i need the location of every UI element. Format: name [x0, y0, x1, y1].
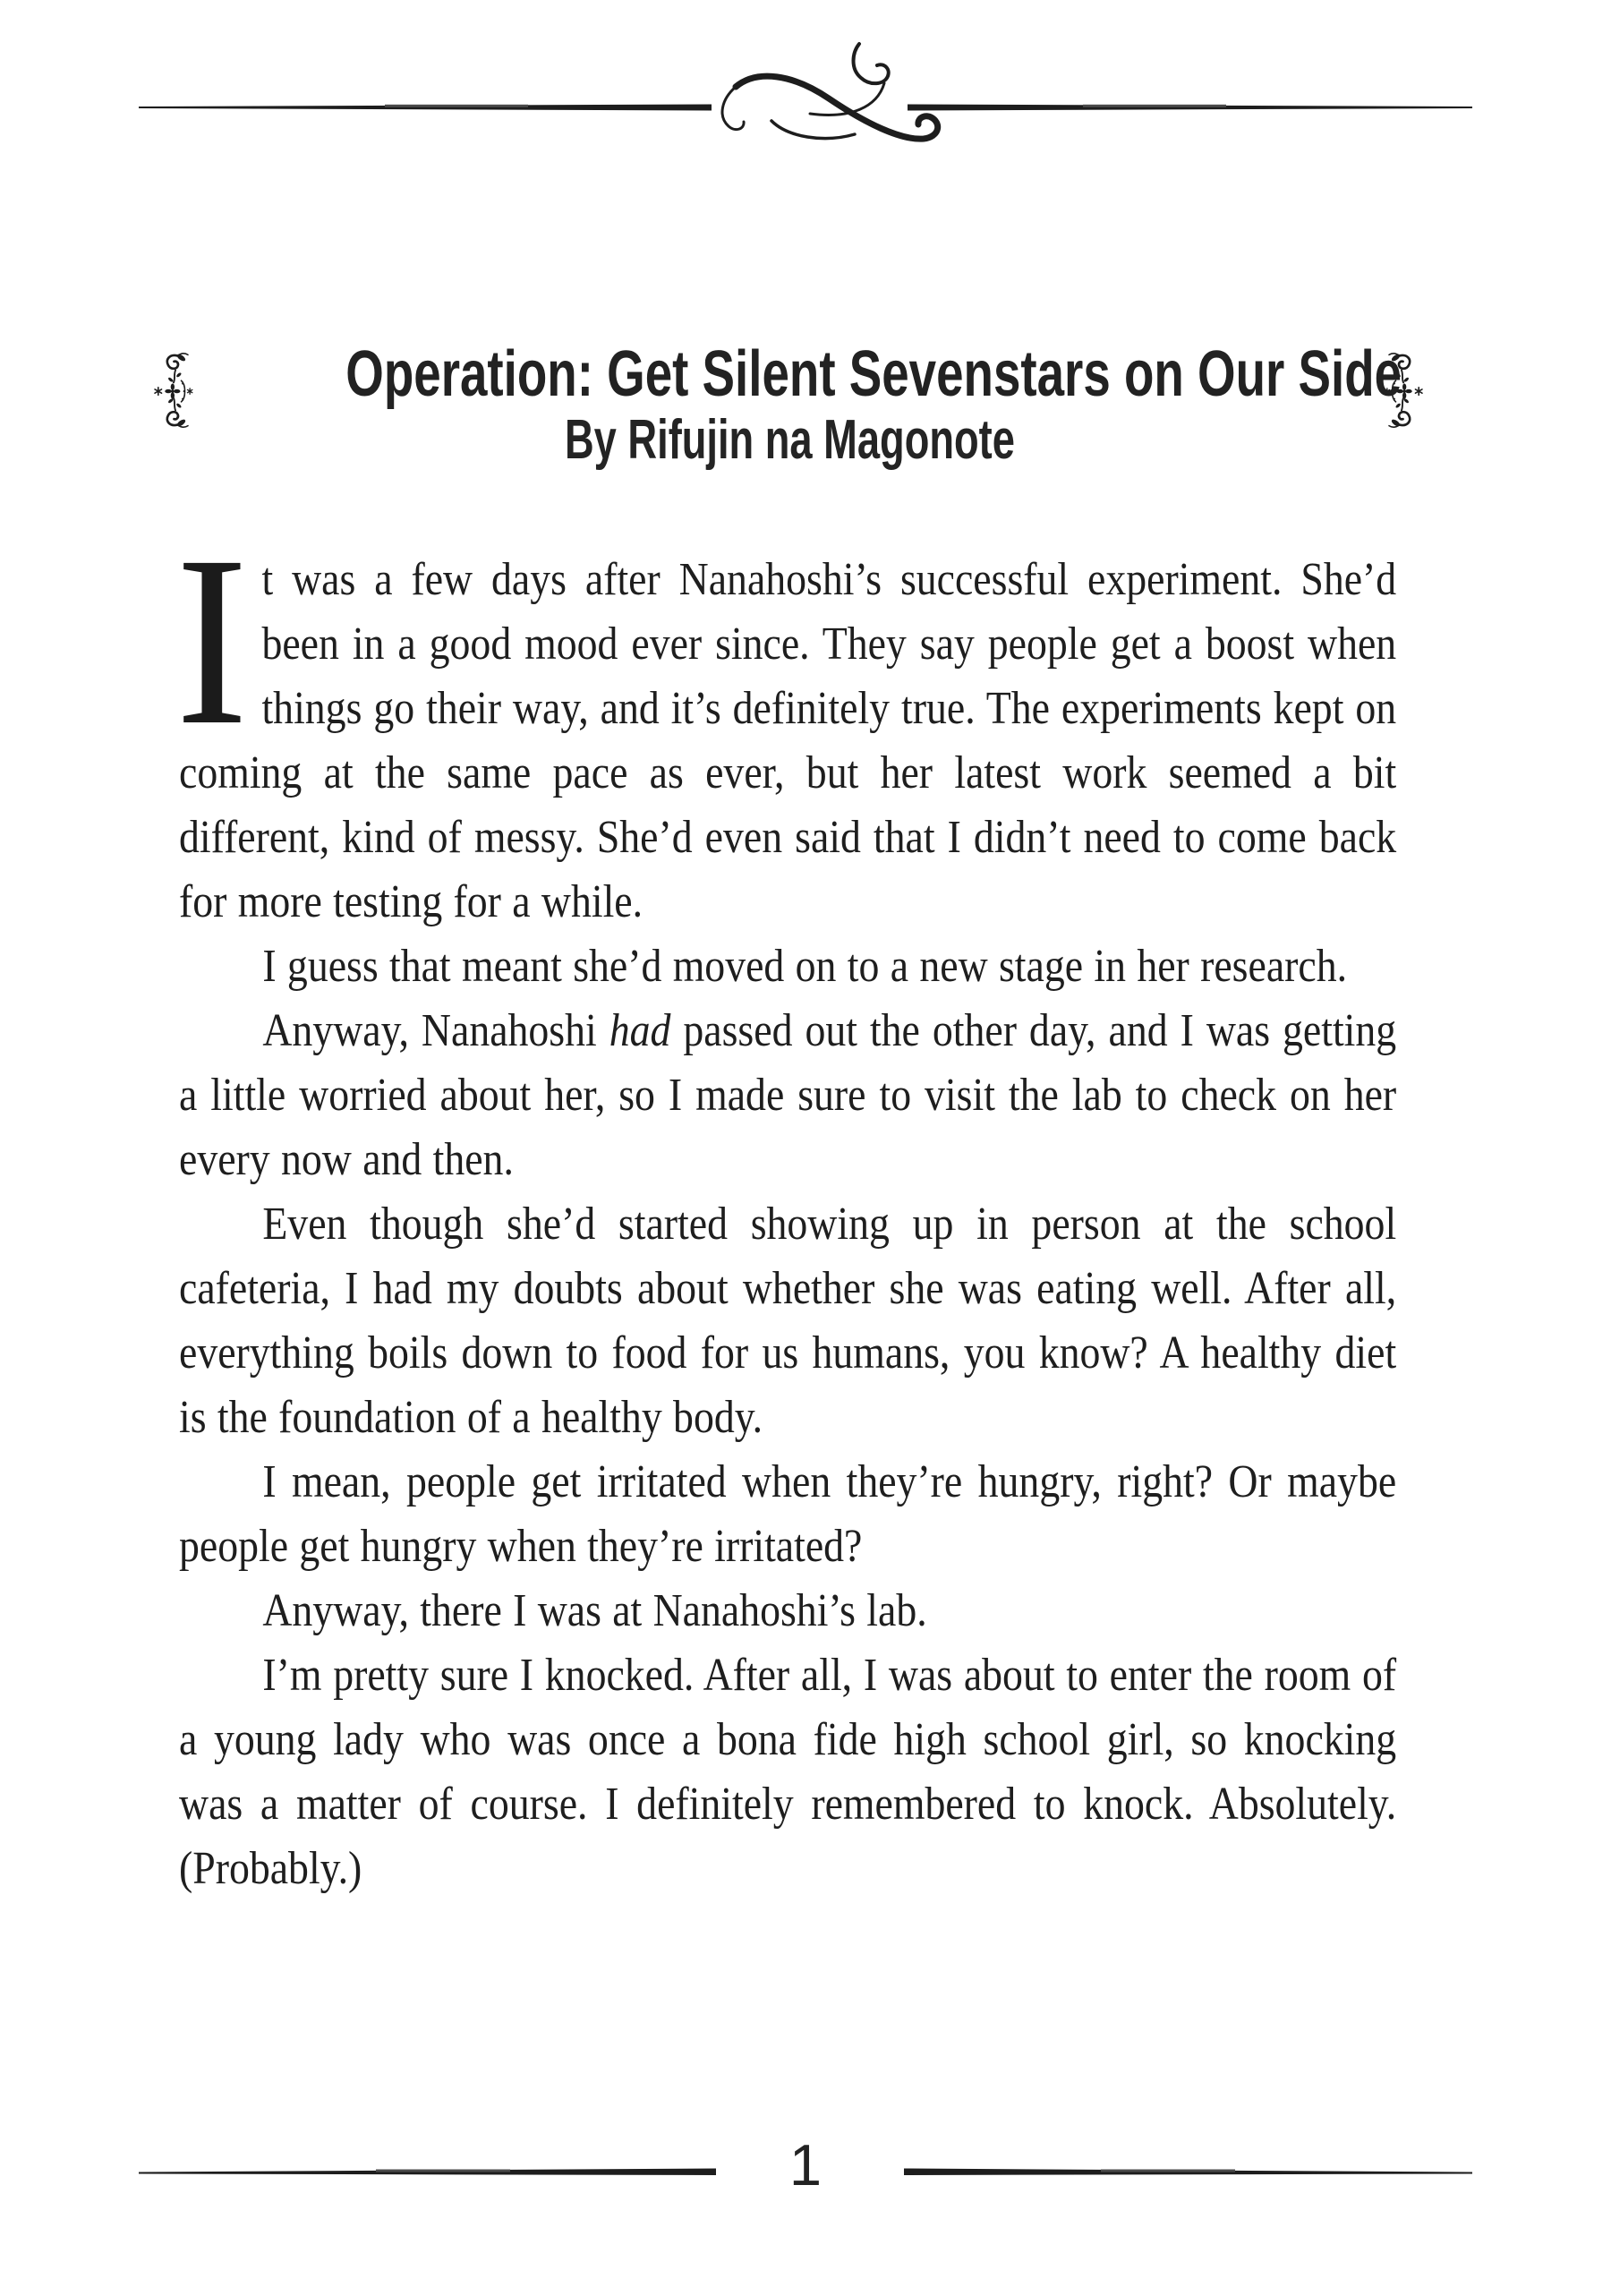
text-segment: I mean, people get irritated when they’re hungry, right? Or maybe people get hungry when they’re irritated? — [179, 1456, 1397, 1572]
tapered-rule-right — [908, 105, 1472, 111]
text-segment: I’m pretty sure I knocked. After all, I was about to enter the room of a young lady who was once a bona fide high school girl, so knocking was a matter of course. I definitely remembered to knock. Absolutely. (Probably.) — [179, 1650, 1397, 1894]
byline: By Rifujin na Magonote — [564, 409, 1015, 471]
paragraph — [179, 1450, 1396, 1579]
drop-cap: I — [175, 506, 248, 775]
paragraph — [179, 1192, 1396, 1450]
paragraph — [179, 999, 1396, 1192]
text-segment: t was a few days after Nanahoshi’s successful experiment. She’d been in a good mood ever since. They say people get a boost when things go their way, and it’s definitely true. The experiments kept on coming at the same pace as ever, but her latest work seemed a bit different, kind of messy. She’d even said that I didn’t need to come back for more testing for a while. — [179, 554, 1397, 927]
paragraph — [179, 1643, 1396, 1901]
page-title: Operation: Get Silent Sevenstars on Our Side — [345, 338, 1402, 410]
page-number: 1 — [788, 2132, 823, 2198]
text-segment: Anyway, Nanahoshi — [262, 1005, 609, 1056]
body-text — [175, 506, 1397, 1901]
calligraphic-swirl-icon — [722, 44, 938, 139]
paragraph — [175, 506, 1397, 935]
italic-text: had — [609, 1005, 671, 1056]
text-segment: Anyway, there I was at Nanahoshi’s lab. — [262, 1585, 927, 1636]
text-segment: passed out the other day, and I was getting a little worried about her, so I made sure to visit the lab to check on her every now and then. — [179, 1005, 1397, 1185]
paragraph — [179, 1579, 1396, 1643]
text-segment: I guess that meant she’d moved on to a new stage in her research. — [262, 941, 1348, 992]
top-divider — [0, 31, 1611, 184]
text-segment: Even though she’d started showing up in person at the school cafeteria, I had my doubts about whether she was eating well. After all, everything boils down to food for us humans, you know? A healthy diet is the foundation of a healthy body. — [179, 1199, 1397, 1443]
tapered-rule-left — [139, 105, 712, 111]
paragraph — [179, 935, 1396, 999]
